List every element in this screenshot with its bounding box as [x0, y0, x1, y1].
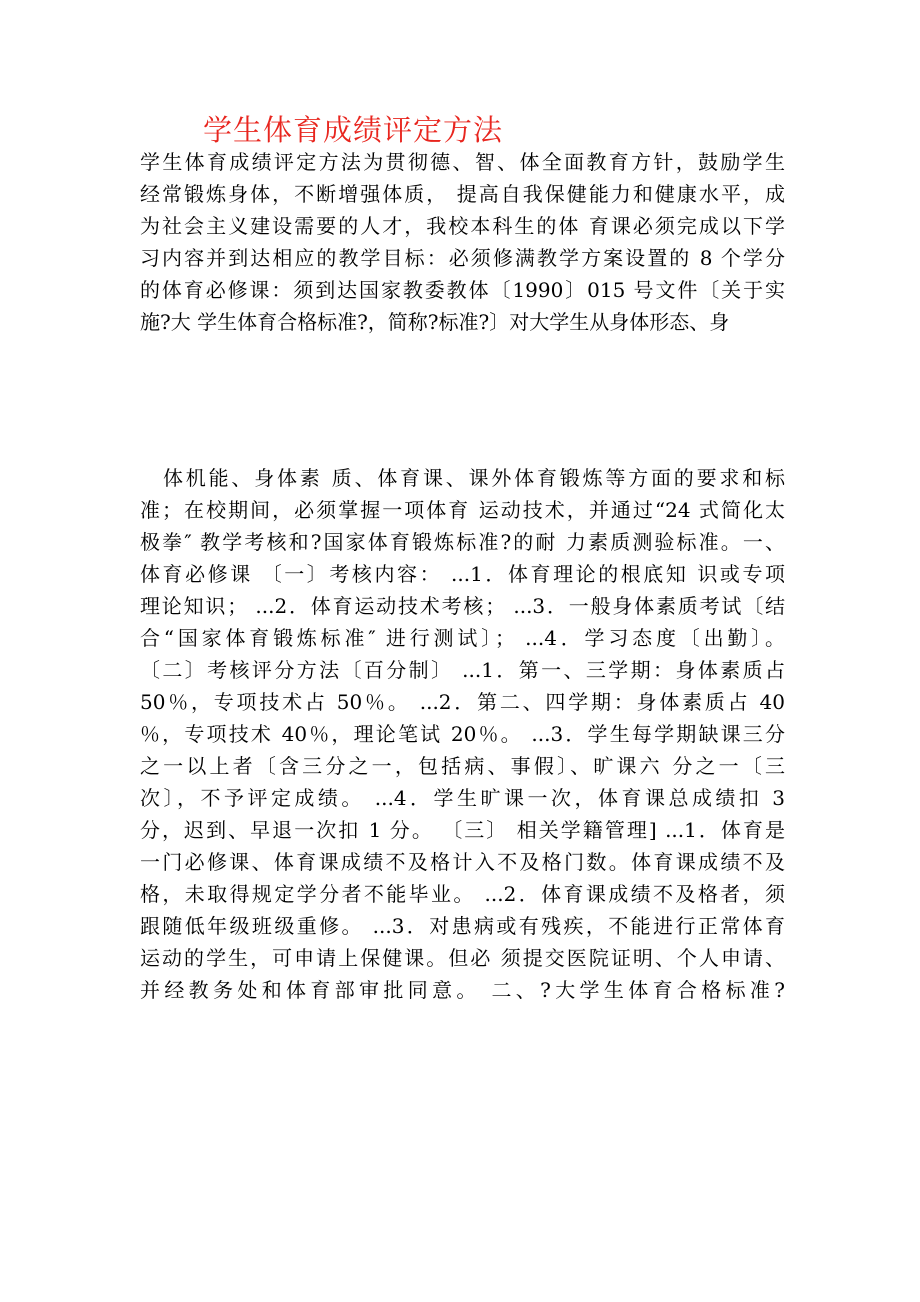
text-line: ％，专项技术 40％，理论笔试 20％。 ...3．学生每学期缺课三分 — [140, 722, 785, 746]
text-line: 学生体育成绩评定方法为贯彻德、智、体全面教育方针，鼓励学生 — [140, 150, 785, 174]
text-line: 的体育必修课：须到达国家教委教体〔1990〕015 号文件〔关于实 — [140, 278, 785, 302]
text-line: 极拳″ 教学考核和?国家体育锻炼标准?的耐 力素质测验标准。一、 — [140, 530, 785, 554]
text-line: 施?大 学生体育合格标准?，简称?标准?〕对大学生从身体形态、身 — [140, 310, 730, 334]
text-line: 跟随低年级班级重修。 ...3．对患病或有残疾，不能进行正常体育 — [140, 914, 785, 938]
text-line: 50％，专项技术占 50％。 ...2．第二、四学期：身体素质占 40 — [140, 690, 785, 714]
text-line: 运动的学生，可申请上保健课。但必 须提交医院证明、个人申请、 — [140, 946, 785, 970]
text-line: 理论知识； ...2．体育运动技术考核； ...3．一般身体素质考试〔结 — [140, 594, 785, 618]
text-line: 一门必修课、体育课成绩不及格计入不及格门数。体育课成绩不及 — [140, 850, 785, 874]
text-line: 之一以上者〔含三分之一，包括病、事假〕、旷课六 分之一〔三 — [140, 754, 785, 778]
text-line: 分，迟到、早退一次扣 1 分。 〔三〕 相关学籍管理] ...1．体育是 — [140, 818, 785, 842]
paragraph-intro — [140, 146, 785, 338]
text-line: 并经教务处和体育部审批同意。 二、?大学生体育合格标准? — [140, 978, 785, 1002]
text-line: 体机能、身体素 质、体育课、课外体育锻炼等方面的要求和标 — [163, 466, 785, 490]
paragraph-requirements — [140, 462, 785, 1006]
text-line: 格，未取得规定学分者不能毕业。 ...2．体育课成绩不及格者，须 — [140, 882, 785, 906]
text-line: 〔二〕考核评分方法〔百分制〕 ...1．第一、三学期：身体素质占 — [140, 658, 785, 682]
text-line: 准；在校期间，必须掌握一项体育 运动技术，并通过“24 式简化太 — [140, 498, 785, 522]
text-line: 合“国家体育锻炼标准″ 进行测试〕； ...4．学习态度〔出勤〕。 — [140, 626, 785, 650]
text-line: 习内容并到达相应的教学目标：必须修满教学方案设置的 8 个学分 — [140, 246, 785, 270]
text-line: 经常锻炼身体，不断增强体质， 提高自我保健能力和健康水平，成 — [140, 182, 785, 206]
text-line: 体育必修课 〔一〕考核内容： ...1．体育理论的根底知 识或专项 — [140, 562, 785, 586]
text-line: 次〕，不予评定成绩。 ...4．学生旷课一次，体育课总成绩扣 3 — [140, 786, 785, 810]
text-line: 为社会主义建设需要的人才，我校本科生的体 育课必须完成以下学 — [140, 214, 785, 238]
document-title: 学生体育成绩评定方法 — [203, 113, 504, 147]
